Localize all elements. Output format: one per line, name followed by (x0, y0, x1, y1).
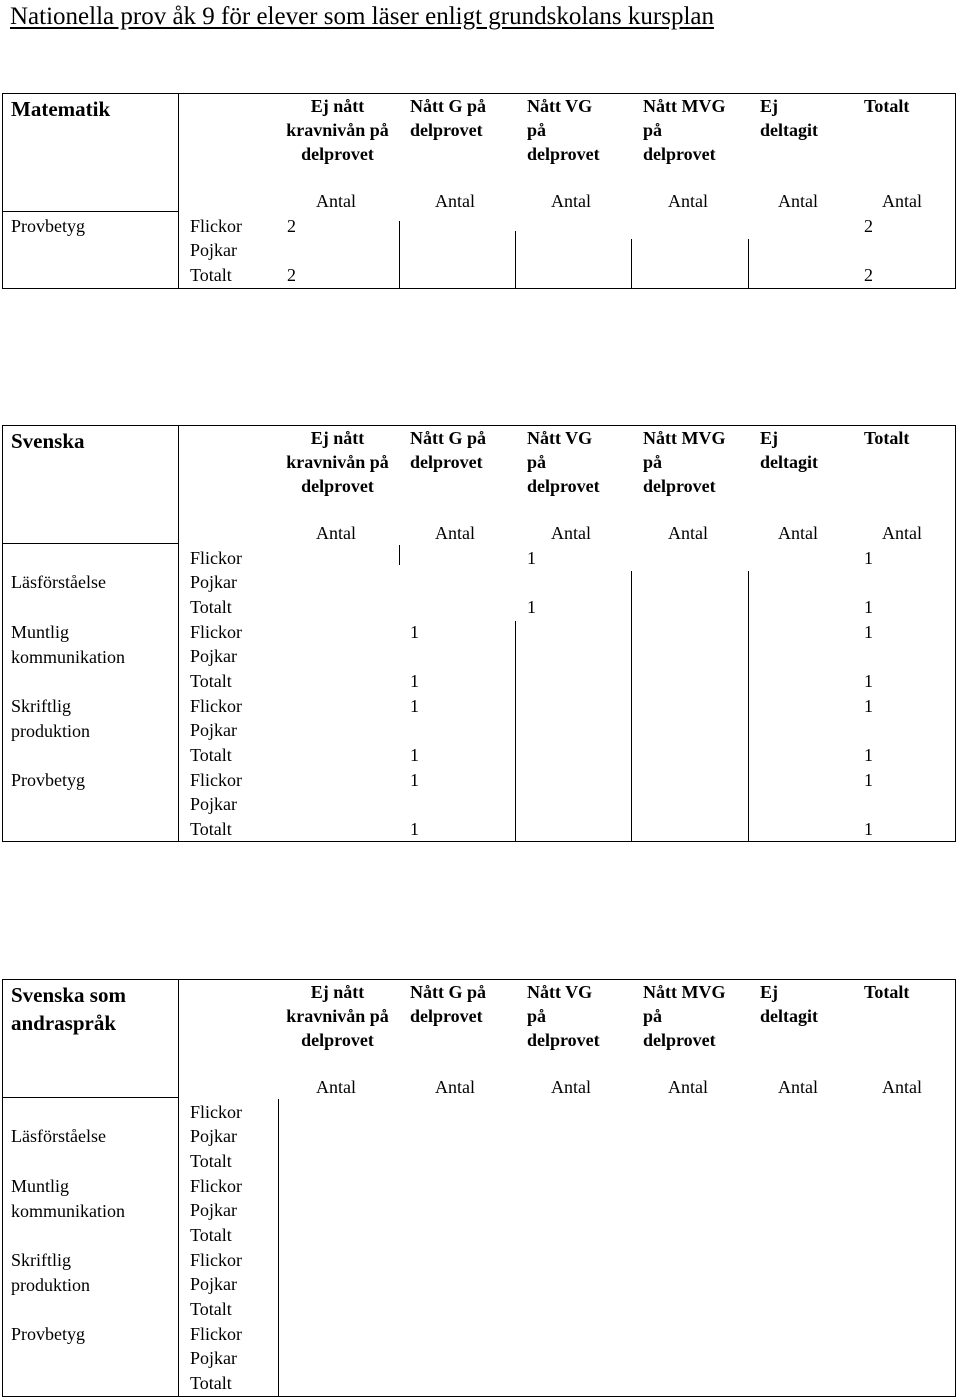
antal-label: Antal (882, 191, 922, 211)
col-header-natt-g: Nått G på delprovet (410, 982, 486, 1026)
row-label-totalt: Totalt (190, 597, 232, 617)
col-header-natt-mvg: Nått MVG på delprovet (643, 982, 726, 1050)
row-label-totalt: Totalt (190, 819, 232, 839)
antal-label: Antal (435, 191, 475, 211)
row-label-flickor: Flickor (190, 696, 242, 716)
row-group-label: Muntlig kommunikation (11, 1176, 125, 1221)
col-header-ej-natt: Ej nått kravnivån på delprovet (286, 428, 389, 496)
row-label-totalt: Totalt (190, 745, 232, 765)
row-label-totalt: Totalt (190, 265, 232, 285)
row-label-flickor: Flickor (190, 216, 242, 236)
row-label-totalt: Totalt (190, 1299, 232, 1319)
antal-label: Antal (316, 191, 356, 211)
row-label-totalt: Totalt (190, 671, 232, 691)
row-group-label: Läsförståelse (11, 1126, 106, 1146)
row-label-flickor: Flickor (190, 1324, 242, 1344)
row-group-label: Provbetyg (11, 770, 85, 790)
row-label-pojkar: Pojkar (190, 1274, 237, 1294)
antal-label: Antal (668, 1077, 708, 1097)
page-title: Nationella prov åk 9 för elever som läser enligt grundskolans kursplan (10, 3, 714, 30)
row-label-pojkar: Pojkar (190, 720, 237, 740)
antal-label: Antal (316, 523, 356, 543)
cell-value: 1 (864, 548, 873, 568)
col-header-natt-mvg: Nått MVG på delprovet (643, 96, 726, 164)
col-header-natt-vg: Nått VG på delprovet (527, 982, 600, 1050)
col-header-natt-vg: Nått VG på delprovet (527, 96, 600, 164)
row-label-pojkar: Pojkar (190, 572, 237, 592)
cell-value: 1 (410, 696, 419, 716)
cell-value: 2 (287, 265, 296, 285)
cell-value: 2 (287, 216, 296, 236)
col-header-natt-g: Nått G på delprovet (410, 96, 486, 140)
antal-label: Antal (551, 523, 591, 543)
row-group-label: Skriftlig produktion (11, 1250, 90, 1295)
subject-title: Matematik (11, 97, 111, 121)
subject-title: Svenska (11, 429, 85, 453)
row-label-totalt: Totalt (190, 1373, 232, 1393)
cell-value: 1 (864, 622, 873, 642)
matematik-table (0, 93, 960, 289)
cell-value: 2 (864, 216, 873, 236)
antal-label: Antal (882, 1077, 922, 1097)
col-header-natt-mvg: Nått MVG på delprovet (643, 428, 726, 496)
cell-value: 2 (864, 265, 873, 285)
col-header-totalt: Totalt (864, 96, 910, 116)
row-label-pojkar: Pojkar (190, 1348, 237, 1368)
cell-value: 1 (527, 597, 536, 617)
row-label-totalt: Totalt (190, 1225, 232, 1245)
row-group-label: Skriftlig produktion (11, 696, 90, 741)
row-label-pojkar: Pojkar (190, 794, 237, 814)
antal-label: Antal (435, 1077, 475, 1097)
row-label-flickor: Flickor (190, 1250, 242, 1270)
antal-label: Antal (778, 523, 818, 543)
cell-value: 1 (864, 597, 873, 617)
col-header-natt-vg: Nått VG på delprovet (527, 428, 600, 496)
cell-value: 1 (864, 819, 873, 839)
col-header-ej-deltagit: Ej deltagit (760, 428, 818, 472)
row-label-pojkar: Pojkar (190, 1126, 237, 1146)
row-label-flickor: Flickor (190, 1176, 242, 1196)
cell-value: 1 (410, 622, 419, 642)
cell-value: 1 (410, 770, 419, 790)
col-header-natt-g: Nått G på delprovet (410, 428, 486, 472)
col-header-ej-deltagit: Ej deltagit (760, 96, 818, 140)
antal-label: Antal (551, 1077, 591, 1097)
cell-value: 1 (410, 671, 419, 691)
antal-label: Antal (435, 523, 475, 543)
subject-title: Svenska som andraspråk (11, 983, 126, 1035)
col-header-ej-natt: Ej nått kravnivån på delprovet (286, 982, 389, 1050)
antal-label: Antal (668, 191, 708, 211)
cell-value: 1 (410, 819, 419, 839)
row-group-label: Läsförståelse (11, 572, 106, 592)
cell-value: 1 (864, 671, 873, 691)
antal-label: Antal (551, 191, 591, 211)
row-label-flickor: Flickor (190, 1102, 242, 1122)
row-label-totalt: Totalt (190, 1151, 232, 1171)
cell-value: 1 (410, 745, 419, 765)
row-group-label: Muntlig kommunikation (11, 622, 125, 667)
antal-label: Antal (668, 523, 708, 543)
svenska-table (0, 425, 960, 842)
antal-label: Antal (778, 191, 818, 211)
antal-label: Antal (882, 523, 922, 543)
col-header-totalt: Totalt (864, 428, 910, 448)
cell-value: 1 (864, 770, 873, 790)
col-header-ej-natt: Ej nått kravnivån på delprovet (286, 96, 389, 164)
cell-value: 1 (864, 696, 873, 716)
antal-label: Antal (316, 1077, 356, 1097)
row-label-pojkar: Pojkar (190, 240, 237, 260)
row-label-pojkar: Pojkar (190, 646, 237, 666)
cell-value: 1 (864, 745, 873, 765)
svenska-andrasprak-table (0, 979, 960, 1397)
row-group-label: Provbetyg (11, 1324, 85, 1344)
col-header-ej-deltagit: Ej deltagit (760, 982, 818, 1026)
cell-value: 1 (527, 548, 536, 568)
row-label-flickor: Flickor (190, 770, 242, 790)
row-label-flickor: Flickor (190, 548, 242, 568)
row-label-flickor: Flickor (190, 622, 242, 642)
row-label-pojkar: Pojkar (190, 1200, 237, 1220)
col-header-totalt: Totalt (864, 982, 910, 1002)
antal-label: Antal (778, 1077, 818, 1097)
row-group-label: Provbetyg (11, 216, 85, 236)
